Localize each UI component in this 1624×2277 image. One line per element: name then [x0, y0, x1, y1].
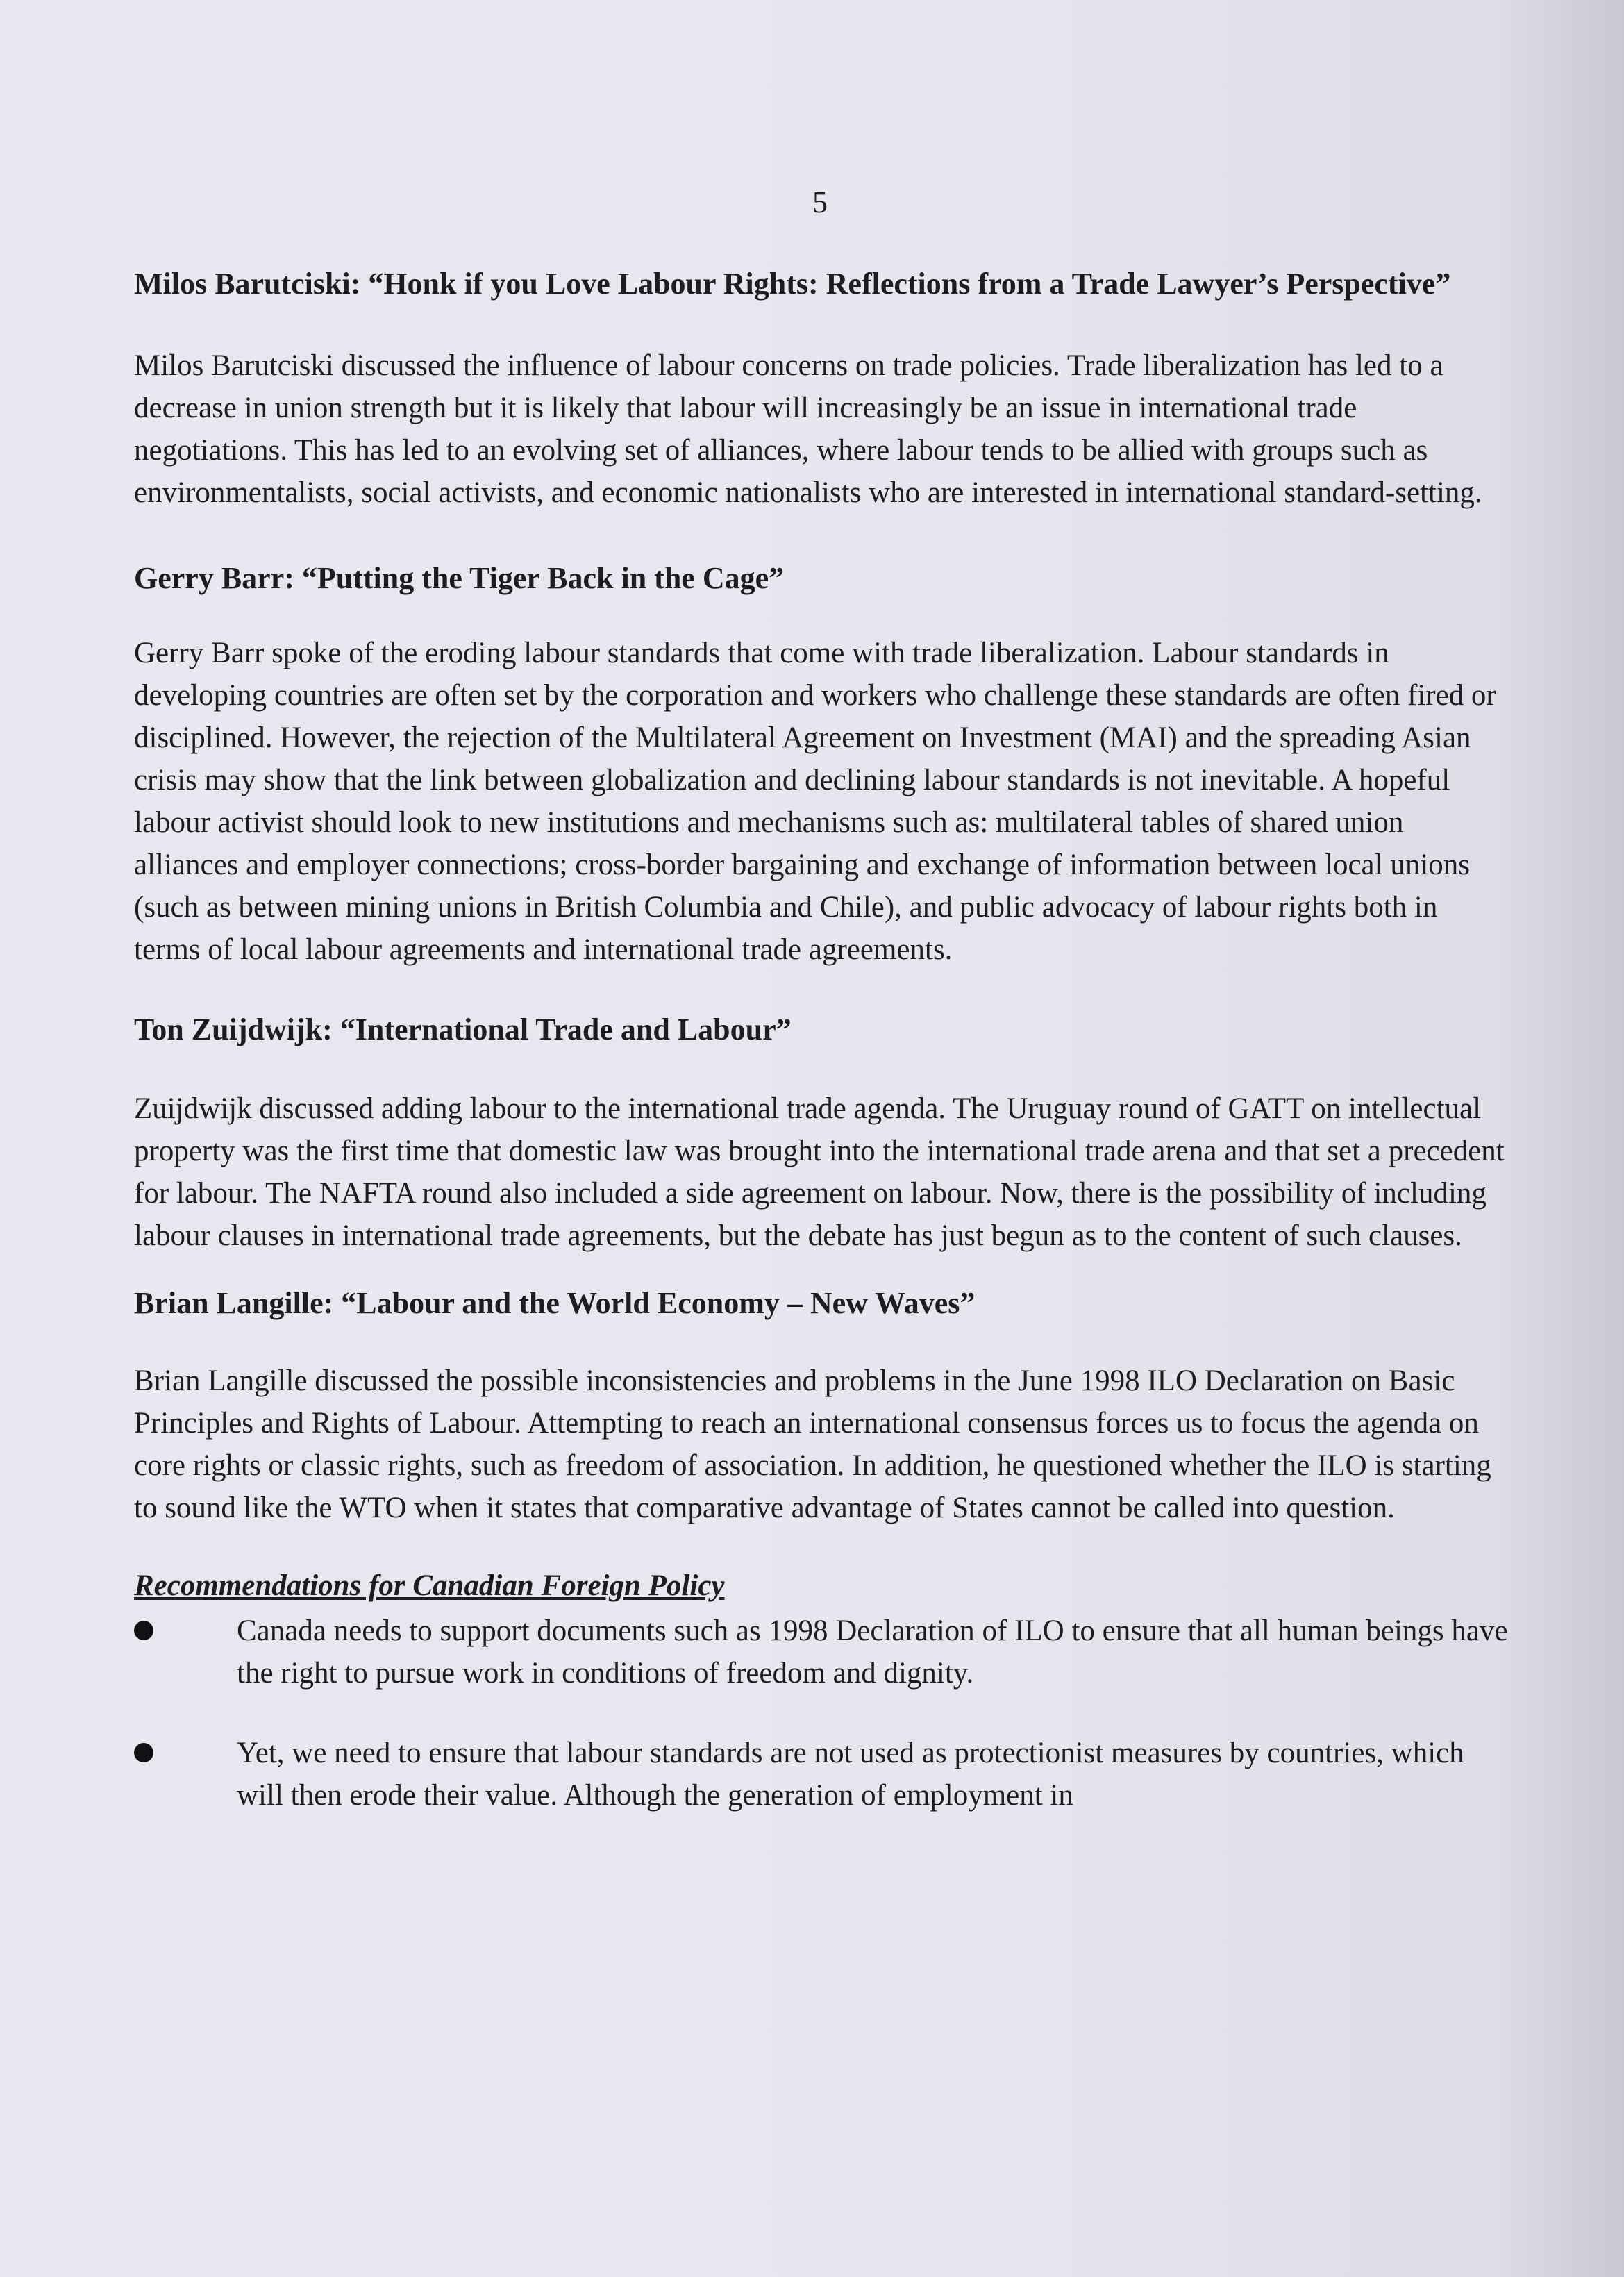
section-heading: Milos Barutciski: “Honk if you Love Labour Rights: Reflections from a Trade Lawyer’s Perspective”: [134, 267, 1451, 301]
recommendations-heading: Recommendations for Canadian Foreign Policy: [134, 1569, 725, 1602]
list-item-text: Yet, we need to ensure that labour standards are not used as protectionist measures by countries, which will then erode their value. Although the generation of employment in: [237, 1737, 1464, 1812]
list-item: [134, 1732, 1509, 1817]
section-barutciski: [134, 262, 1509, 514]
list-item-text: Canada needs to support documents such as 1998 Declaration of ILO to ensure that all human beings have the right to pursue work in conditions of freedom and dignity.: [237, 1615, 1508, 1690]
page-content: [134, 262, 1509, 1854]
page-number: 5: [812, 185, 828, 219]
list-item: [134, 1610, 1509, 1694]
section-heading: Brian Langille: “Labour and the World Economy – New Waves”: [134, 1286, 976, 1320]
section-heading: Gerry Barr: “Putting the Tiger Back in the Cage”: [134, 561, 785, 595]
section-langille: [134, 1282, 1509, 1529]
section-paragraph: Zuijdwijk discussed adding labour to the international trade agenda. The Uruguay round of GATT on intellectual property was the first time that domestic law was brought into the international trade arena and that set a precedent for labour. The NAFTA round also included a side agreement on labour. Now, there is the possibility of including labour clauses in international trade agreements, but the debate has just begun as to the content of such clauses.: [134, 1092, 1505, 1252]
recommendations-section: [134, 1565, 1509, 1817]
section-paragraph: Milos Barutciski discussed the influence of labour concerns on trade policies. Trade liberalization has led to a decrease in union strength but it is likely that labour will increasingly be an issue in international trade negotiations. This has led to an evolving set of alliances, where labour tends to be allied with groups such as environmentalists, social activists, and economic nationalists who are interested in international standard-setting.: [134, 349, 1482, 509]
bullet-icon: [134, 1621, 153, 1640]
section-paragraph: Gerry Barr spoke of the eroding labour standards that come with trade liberalization. Labour standards in developing countries are often set by the corporation and workers who challenge these standards are often fired or disciplined. However, the rejection of the Multilateral Agreement on Investment (MAI) and the spreading Asian crisis may show that the link between globalization and declining labour standards is not inevitable. A hopeful labour activist should look to new institutions and mechanisms such as: multilateral tables of shared union alliances and employer connections; cross-border bargaining and exchange of information between local unions (such as between mining unions in British Columbia and Chile), and public advocacy of labour rights both in terms of local labour agreements and international trade agreements.: [134, 637, 1496, 966]
section-barr: [134, 557, 1509, 971]
section-paragraph: Brian Langille discussed the possible inconsistencies and problems in the June 1998 ILO Declaration on Basic Principles and Rights of Labour. Attempting to reach an international consensus forces us to focus the agenda on core rights or classic rights, such as freedom of association. In addition, he questioned whether the ILO is starting to sound like the WTO when it states that comparative advantage of States cannot be called into question.: [134, 1365, 1491, 1524]
section-heading: Ton Zuijdwijk: “International Trade and Labour”: [134, 1012, 792, 1046]
section-zuijdwijk: [134, 1008, 1509, 1257]
bullet-icon: [134, 1743, 153, 1762]
recommendations-list: [134, 1610, 1509, 1817]
